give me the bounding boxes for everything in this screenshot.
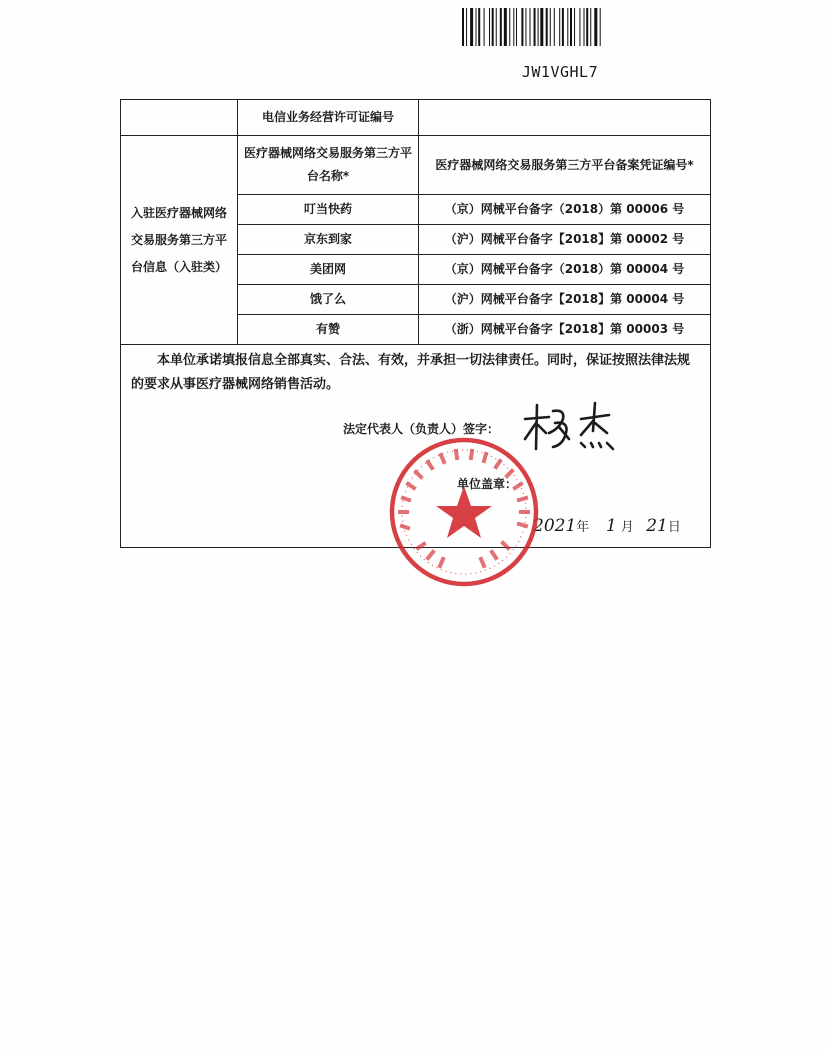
barcode-bar xyxy=(584,8,585,46)
cert-number: （京）网械平台备字（2018）第 00006 号 xyxy=(419,195,711,225)
barcode-bar xyxy=(500,8,502,46)
barcode-bar xyxy=(521,8,523,46)
declaration-text: 本单位承诺填报信息全部真实、合法、有效，并承担一切法律责任。同时，保证按照法律法规的要求从事医疗器械网络销售活动。 xyxy=(131,353,691,393)
barcode-bar xyxy=(525,8,526,46)
platform-name: 美团网 xyxy=(238,255,419,285)
barcode-bar xyxy=(567,8,568,46)
date-day: 21 xyxy=(646,516,668,536)
company-seal-stamp xyxy=(388,436,540,588)
star-icon xyxy=(436,486,492,538)
date-year: 2021 xyxy=(533,516,577,536)
barcode-bar xyxy=(594,8,597,46)
barcode-bar xyxy=(540,8,543,46)
telecom-license-value xyxy=(419,100,711,136)
telecom-row xyxy=(121,100,711,136)
barcode-bar xyxy=(546,8,548,46)
cert-number: （沪）网械平台备字【2018】第 00002 号 xyxy=(419,225,711,255)
barcode-bar xyxy=(550,8,551,46)
cert-number-header: 医疗器械网络交易服务第三方平台备案凭证编号* xyxy=(419,136,711,195)
barcode-bar xyxy=(484,8,485,46)
barcode-bar xyxy=(534,8,536,46)
header-row xyxy=(121,136,711,195)
telecom-license-label: 电信业务经营许可证编号 xyxy=(238,100,419,136)
platform-name-header: 医疗器械网络交易服务第三方平台名称* xyxy=(238,136,419,195)
date-day-unit: 日 xyxy=(667,520,681,535)
date-month-unit: 月 xyxy=(620,520,634,535)
barcode-bar xyxy=(466,8,467,46)
barcode-bar xyxy=(559,8,560,46)
barcode-bar xyxy=(590,8,591,46)
cert-number: （浙）网械平台备字【2018】第 00003 号 xyxy=(419,315,711,345)
barcode-bar xyxy=(516,8,517,46)
barcode-bar xyxy=(579,8,580,46)
section-label: 入驻医疗器械网络交易服务第三方平台信息（入驻类） xyxy=(121,136,238,345)
platform-name: 京东到家 xyxy=(238,225,419,255)
platform-name: 饿了么 xyxy=(238,285,419,315)
barcode-bar xyxy=(562,8,564,46)
barcode-bar xyxy=(470,8,473,46)
cert-number: （沪）网械平台备字【2018】第 00004 号 xyxy=(419,285,711,315)
barcode-bar xyxy=(574,8,575,46)
barcode-bar xyxy=(538,8,539,46)
barcode-bar xyxy=(492,8,494,46)
barcode-bar xyxy=(586,8,588,46)
barcode-bar xyxy=(554,8,555,46)
barcode-bar xyxy=(513,8,514,46)
barcode-bar xyxy=(509,8,510,46)
barcode-bar xyxy=(504,8,507,46)
signature-label: 法定代表人（负责人）签字： xyxy=(343,422,500,436)
barcode-bar xyxy=(462,8,464,46)
cert-number: （京）网械平台备字（2018）第 00004 号 xyxy=(419,255,711,285)
date-line xyxy=(533,511,681,542)
barcode-bar xyxy=(530,8,531,46)
barcode-bar xyxy=(489,8,490,46)
barcode-bar xyxy=(496,8,497,46)
date-year-unit: 年 xyxy=(576,520,590,535)
tracking-code: JW1VGHL7 xyxy=(521,63,599,81)
blank-cell xyxy=(121,100,238,136)
barcode-bar xyxy=(570,8,572,46)
barcode xyxy=(462,8,647,46)
platform-name: 有赞 xyxy=(238,315,419,345)
platform-name: 叮当快药 xyxy=(238,195,419,225)
barcode-bar xyxy=(478,8,480,46)
date-month: 1 xyxy=(605,516,617,536)
barcode-bar xyxy=(600,8,601,46)
seal-label: 单位盖章： xyxy=(457,477,518,491)
barcode-bar xyxy=(476,8,477,46)
